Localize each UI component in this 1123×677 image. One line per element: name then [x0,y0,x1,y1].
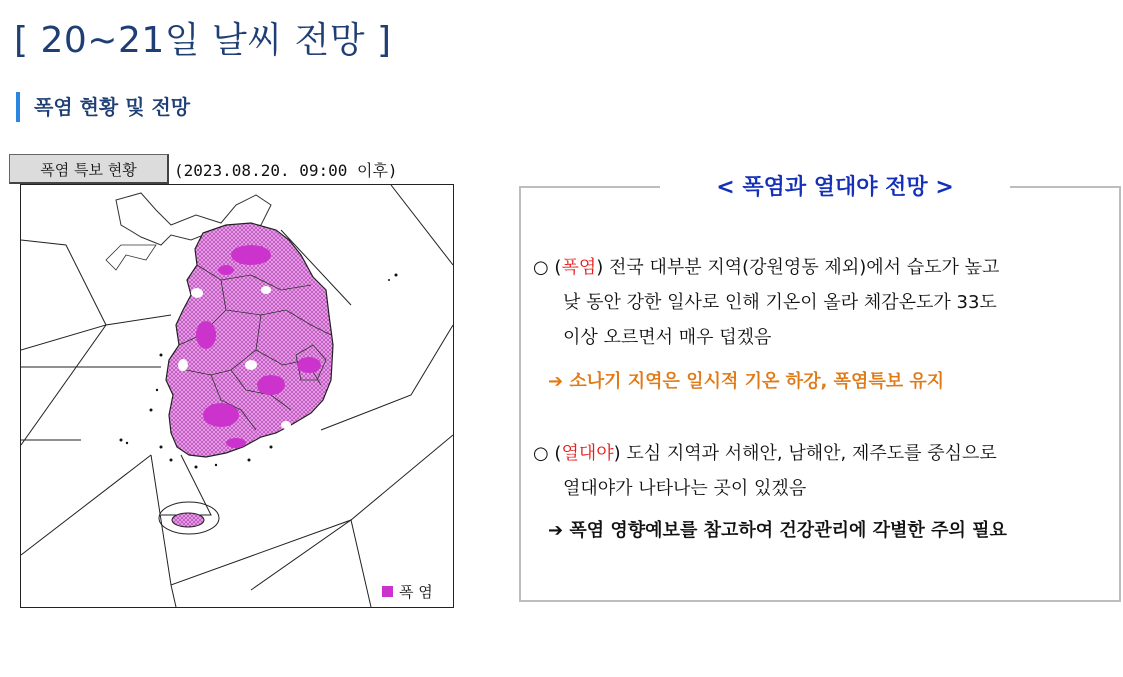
outlook-title: < 폭염과 열대야 전망 > [660,170,1010,201]
tropical-night-keyword: 열대야 [561,443,614,464]
heatwave-outlook-item [533,250,1113,355]
tropical-night-note: ➔ 폭염 영향예보를 참고하여 건강관리에 각별한 주의 필요 [548,520,1007,541]
legend-label: 폭 염 [399,583,433,601]
section-heading: 폭염 현황 및 전망 [16,92,190,122]
heatwave-note: ➔ 소나기 지역은 일시적 기온 하강, 폭염특보 유지 [548,371,945,392]
jeju-island [172,513,204,527]
bullet: ○ ( [533,257,562,278]
heatwave-line-3: 이상 오르면서 매우 덥겠음 [563,327,772,348]
heatwave-advisory-map [20,184,454,608]
tropical-night-outlook-item [533,436,1113,506]
page-title: [ 20~21일 날씨 전망 ] [14,20,392,61]
bullet: ○ ( [533,443,562,464]
korea-map-svg [21,185,453,607]
legend-swatch [382,586,393,597]
heatwave-keyword: 폭염 [561,257,597,278]
heatwave-status-button[interactable]: 폭염 특보 현황 [9,154,169,184]
tropical-night-line-2: 열대야가 나타나는 곳이 있겠음 [563,478,807,499]
heatwave-line-2: 낮 동안 강한 일사로 인해 기온이 올라 체감온도가 33도 [563,292,997,313]
advisory-timestamp: (2023.08.20. 09:00 이후) [174,161,398,180]
heatwave-line-1: ) 전국 대부분 지역(강원영동 제외)에서 습도가 높고 [596,257,1000,278]
tropical-night-line-1: ) 도심 지역과 서해안, 남해안, 제주도를 중심으로 [613,443,997,464]
map-legend [382,581,433,602]
